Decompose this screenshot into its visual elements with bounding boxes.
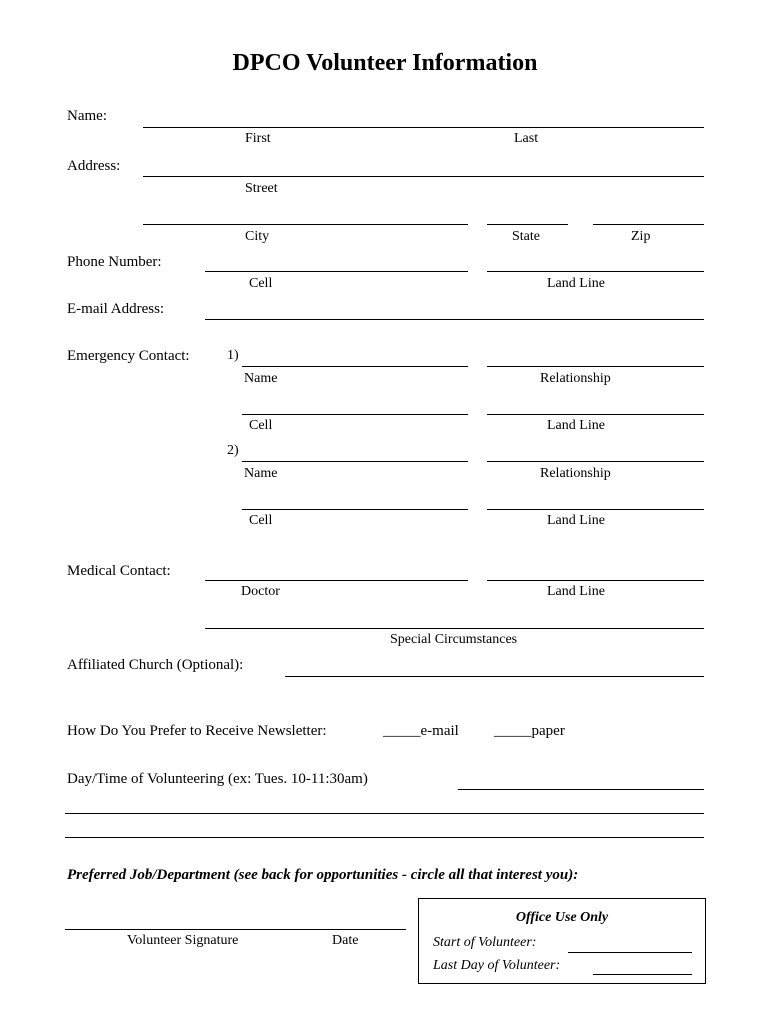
first-caption: First	[245, 131, 271, 146]
signature-caption: Volunteer Signature	[127, 933, 239, 948]
emergency-2-landline-caption: Land Line	[547, 513, 605, 528]
email-field[interactable]	[205, 319, 704, 320]
emergency-2-relationship-field[interactable]	[487, 461, 704, 462]
newsletter-label: How Do You Prefer to Receive Newsletter:	[67, 723, 327, 739]
address-label: Address:	[67, 158, 121, 174]
last-day-label: Last Day of Volunteer:	[433, 958, 561, 973]
emergency-1-cell-field[interactable]	[242, 414, 468, 415]
state-field[interactable]	[487, 224, 568, 225]
phone-cell-field[interactable]	[205, 271, 468, 272]
emergency-2-cell-field[interactable]	[242, 509, 468, 510]
newsletter-paper-option[interactable]: _____paper	[494, 723, 565, 739]
name-label: Name:	[67, 108, 107, 124]
emergency-1-name-field[interactable]	[242, 366, 468, 367]
daytime-extra-line-2[interactable]	[65, 837, 704, 838]
emergency-2-name-caption: Name	[244, 466, 278, 481]
office-use-title: Office Use Only	[515, 910, 609, 925]
phone-cell-caption: Cell	[249, 276, 273, 291]
emergency-1-cell-caption: Cell	[249, 418, 273, 433]
phone-landline-caption: Land Line	[547, 276, 605, 291]
zip-caption: Zip	[631, 229, 651, 244]
emergency-1-marker: 1)	[227, 348, 239, 363]
street-caption: Street	[245, 181, 278, 196]
doctor-field[interactable]	[205, 580, 468, 581]
page-title: DPCO Volunteer Information	[232, 50, 538, 76]
daytime-field[interactable]	[458, 789, 704, 790]
newsletter-email-option[interactable]: _____e-mail	[383, 723, 459, 739]
email-label: E-mail Address:	[67, 301, 165, 317]
street-field[interactable]	[143, 176, 704, 177]
emergency-2-marker: 2)	[227, 443, 239, 458]
doctor-caption: Doctor	[241, 584, 280, 599]
city-caption: City	[245, 229, 270, 244]
city-field[interactable]	[143, 224, 468, 225]
emergency-1-landline-caption: Land Line	[547, 418, 605, 433]
emergency-1-landline-field[interactable]	[487, 414, 704, 415]
medical-landline-caption: Land Line	[547, 584, 605, 599]
church-field[interactable]	[285, 676, 704, 677]
emergency-2-cell-caption: Cell	[249, 513, 273, 528]
last-day-field[interactable]	[593, 974, 692, 975]
daytime-extra-line-1[interactable]	[65, 813, 704, 814]
start-of-volunteer-label: Start of Volunteer:	[433, 935, 537, 950]
start-of-volunteer-field[interactable]	[568, 952, 692, 953]
emergency-2-relationship-caption: Relationship	[540, 466, 611, 481]
name-field[interactable]	[143, 127, 704, 128]
phone-landline-field[interactable]	[487, 271, 704, 272]
state-caption: State	[512, 229, 540, 244]
emergency-1-name-caption: Name	[244, 371, 278, 386]
phone-label: Phone Number:	[67, 254, 162, 270]
medical-label: Medical Contact:	[67, 563, 171, 579]
emergency-2-landline-field[interactable]	[487, 509, 704, 510]
signature-field[interactable]	[65, 929, 406, 930]
special-circumstances-field[interactable]	[205, 628, 704, 629]
church-label: Affiliated Church (Optional):	[67, 657, 244, 673]
medical-landline-field[interactable]	[487, 580, 704, 581]
zip-field[interactable]	[593, 224, 704, 225]
last-caption: Last	[514, 131, 539, 146]
preferred-job-label: Preferred Job/Department (see back for opportunities - circle all that interest you):	[67, 867, 579, 883]
emergency-label: Emergency Contact:	[67, 348, 190, 364]
date-caption: Date	[332, 933, 359, 948]
emergency-2-name-field[interactable]	[242, 461, 468, 462]
emergency-1-relationship-caption: Relationship	[540, 371, 611, 386]
special-circumstances-caption: Special Circumstances	[390, 632, 518, 647]
daytime-label: Day/Time of Volunteering (ex: Tues. 10-11:30am)	[67, 771, 368, 787]
emergency-1-relationship-field[interactable]	[487, 366, 704, 367]
